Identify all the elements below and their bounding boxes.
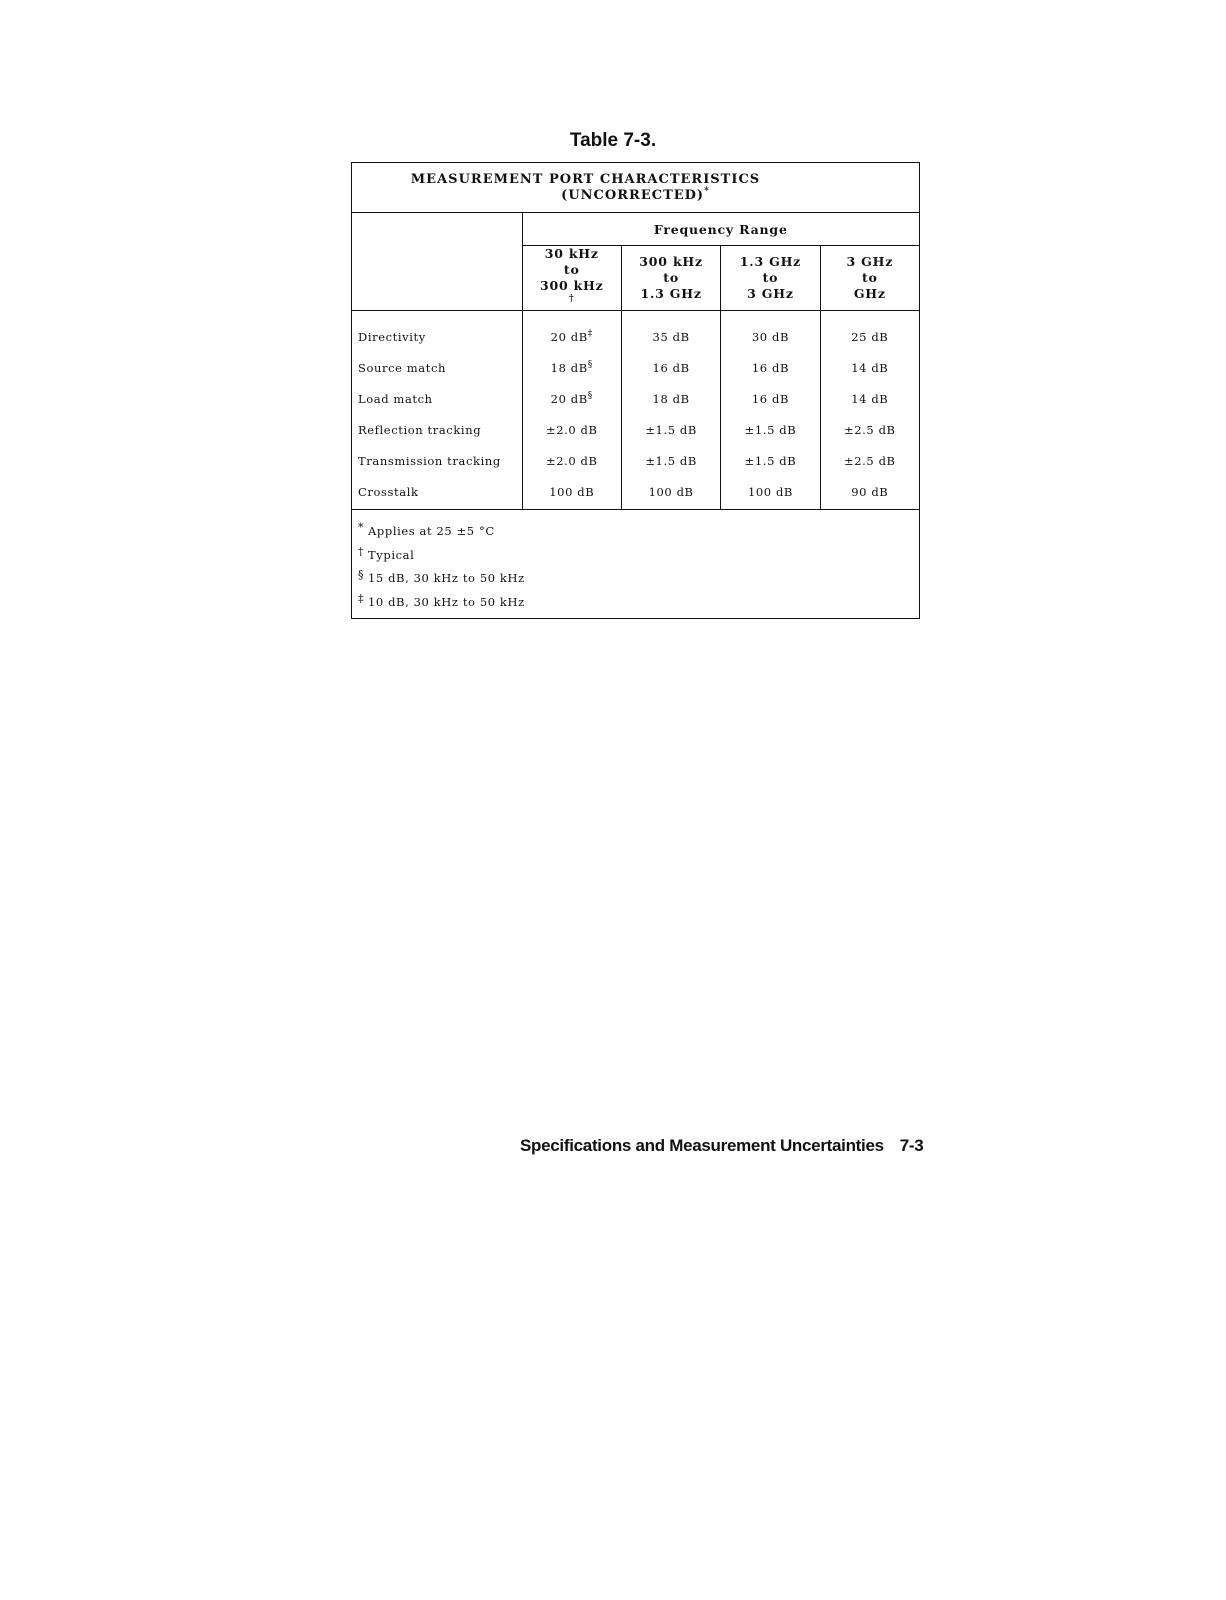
table-cell: 30 dB (721, 311, 820, 353)
range-header-4: 3 GHz to GHz (820, 246, 919, 311)
footnote: * Applies at 25 ±5 °C (358, 521, 495, 538)
table-cell: ±1.5 dB (721, 414, 820, 445)
caption-line-1: MEASUREMENT PORT CHARACTERISTICS (410, 171, 761, 187)
row-label: Crosstalk (352, 476, 523, 510)
table-cell: 90 dB (820, 476, 919, 510)
table-cell: 14 dB (820, 383, 919, 414)
table-title: Table 7-3. (569, 130, 657, 151)
frequency-range-header: Frequency Range (522, 213, 919, 246)
table-cell: ±1.5 dB (621, 414, 720, 445)
table-cell: ±2.0 dB (522, 414, 621, 445)
table-caption (352, 163, 920, 213)
footnotes (352, 510, 920, 619)
footnote: § 15 dB, 30 kHz to 50 kHz (358, 568, 525, 585)
table-cell: 100 dB (522, 476, 621, 510)
row-label: Source match (352, 352, 523, 383)
row-label: Directivity (352, 311, 523, 353)
table-cell: ±2.5 dB (820, 445, 919, 476)
table-row (352, 414, 920, 445)
page-number: 7-3 (899, 1136, 924, 1155)
table-cell: 16 dB (621, 352, 720, 383)
table-cell: 16 dB (721, 383, 820, 414)
page-footer (520, 1136, 923, 1156)
table-row (352, 383, 920, 414)
table-cell: 14 dB (820, 352, 919, 383)
empty-header-cell (352, 213, 523, 311)
measurement-port-table (351, 162, 920, 619)
range-header-3: 1.3 GHz to 3 GHz (721, 246, 820, 311)
range-header-2: 300 kHz to 1.3 GHz (621, 246, 720, 311)
table-cell: 18 dB (621, 383, 720, 414)
caption-footnote-mark: * (704, 186, 710, 197)
table-cell: ±1.5 dB (621, 445, 720, 476)
table-cell: 35 dB (621, 311, 720, 353)
table-row (352, 352, 920, 383)
table-cell: 20 dB§ (522, 383, 621, 414)
range-header-1: 30 kHz to 300 kHz † (522, 246, 621, 311)
caption-line-2: (UNCORRECTED)* (561, 186, 710, 203)
table-cell: ±1.5 dB (721, 445, 820, 476)
table-cell: 20 dB‡ (522, 311, 621, 353)
footnote: ‡ 10 dB, 30 kHz to 50 kHz (358, 591, 525, 609)
table-row (352, 311, 920, 353)
table-row (352, 445, 920, 476)
row-label: Load match (352, 383, 523, 414)
table-cell: 100 dB (721, 476, 820, 510)
range-footnote-mark: † (569, 293, 575, 304)
table-cell: 16 dB (721, 352, 820, 383)
table-cell: 18 dB§ (522, 352, 621, 383)
row-label: Transmission tracking (352, 445, 523, 476)
table-cell: ±2.0 dB (522, 445, 621, 476)
table-cell: 25 dB (820, 311, 919, 353)
row-label: Reflection tracking (352, 414, 523, 445)
footer-section-title: Specifications and Measurement Uncertainties (520, 1136, 884, 1155)
table-cell: ±2.5 dB (820, 414, 919, 445)
footnote: † Typical (358, 544, 415, 562)
table-row (352, 476, 920, 510)
table-cell: 100 dB (621, 476, 720, 510)
